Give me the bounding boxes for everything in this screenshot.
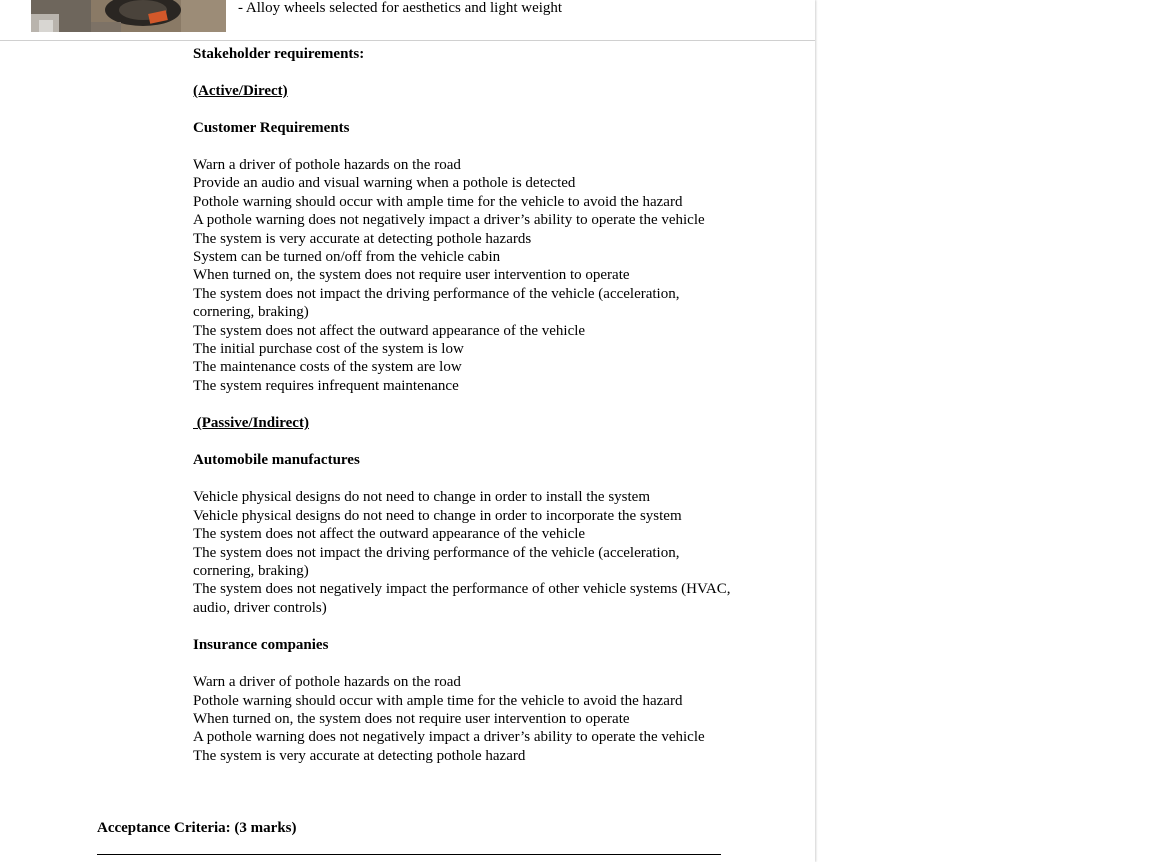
list-item: Warn a driver of pothole hazards on the road xyxy=(193,157,461,173)
customer-requirements-title: Customer Requirements xyxy=(193,120,350,136)
list-item: The system does not affect the outward appearance of the vehicle xyxy=(193,322,586,339)
insurance-list xyxy=(193,673,733,765)
list-item: The system requires infrequent maintenance xyxy=(193,377,459,394)
list-item: The system is very accurate at detecting pothole hazard xyxy=(193,747,526,764)
acceptance-criteria-title: Acceptance Criteria: (3 marks) xyxy=(97,820,297,836)
list-item: The system does not impact the driving performance of the vehicle (acceleration, cornering, braking) xyxy=(193,285,680,321)
answer-line xyxy=(97,854,721,855)
customer-requirements-list xyxy=(193,156,733,395)
list-item: The system does not negatively impact the performance of other vehicle systems (HVAC, audio, driver controls) xyxy=(193,581,731,616)
list-item: Pothole warning should occur with ample time for the vehicle to avoid the hazard xyxy=(193,193,683,210)
list-item: Vehicle physical designs do not need to change in order to incorporate the system xyxy=(193,507,682,524)
stakeholder-section xyxy=(193,45,733,765)
list-item: Warn a driver of pothole hazards on the road xyxy=(193,674,461,691)
list-item: When turned on, the system does not require user intervention to operate xyxy=(193,267,630,284)
list-item: The maintenance costs of the system are low xyxy=(193,359,462,376)
passive-indirect-label: (Passive/Indirect) xyxy=(193,415,309,432)
list-item: The system does not impact the driving performance of the vehicle (acceleration, cornering, braking) xyxy=(193,544,680,579)
manufacturers-title: Automobile manufactures xyxy=(193,452,360,469)
manufacturers-list xyxy=(193,488,733,617)
top-table-row xyxy=(0,0,815,41)
list-item: The initial purchase cost of the system is low xyxy=(193,341,464,358)
wheel-photo xyxy=(31,0,226,32)
stakeholder-title: Stakeholder requirements: xyxy=(193,46,365,62)
list-item: The system does not affect the outward appearance of the vehicle xyxy=(193,526,586,543)
list-item: A pothole warning does not negatively impact a driver’s ability to operate the vehicle xyxy=(193,212,705,229)
list-item: Vehicle physical designs do not need to change in order to install the system xyxy=(193,489,650,506)
wheel-note: - Alloy wheels selected for aesthetics and light weight xyxy=(238,0,563,16)
list-item: When turned on, the system does not require user intervention to operate xyxy=(193,710,630,727)
active-direct-label: (Active/Direct) xyxy=(193,83,288,99)
list-item: Pothole warning should occur with ample time for the vehicle to avoid the hazard xyxy=(193,692,683,709)
list-item: Provide an audio and visual warning when a pothole is detected xyxy=(193,175,576,192)
list-item: System can be turned on/off from the vehicle cabin xyxy=(193,249,501,266)
list-item: The system is very accurate at detecting pothole hazards xyxy=(193,230,532,247)
insurance-title: Insurance companies xyxy=(193,637,329,654)
list-item: A pothole warning does not negatively impact a driver’s ability to operate the vehicle xyxy=(193,729,705,746)
